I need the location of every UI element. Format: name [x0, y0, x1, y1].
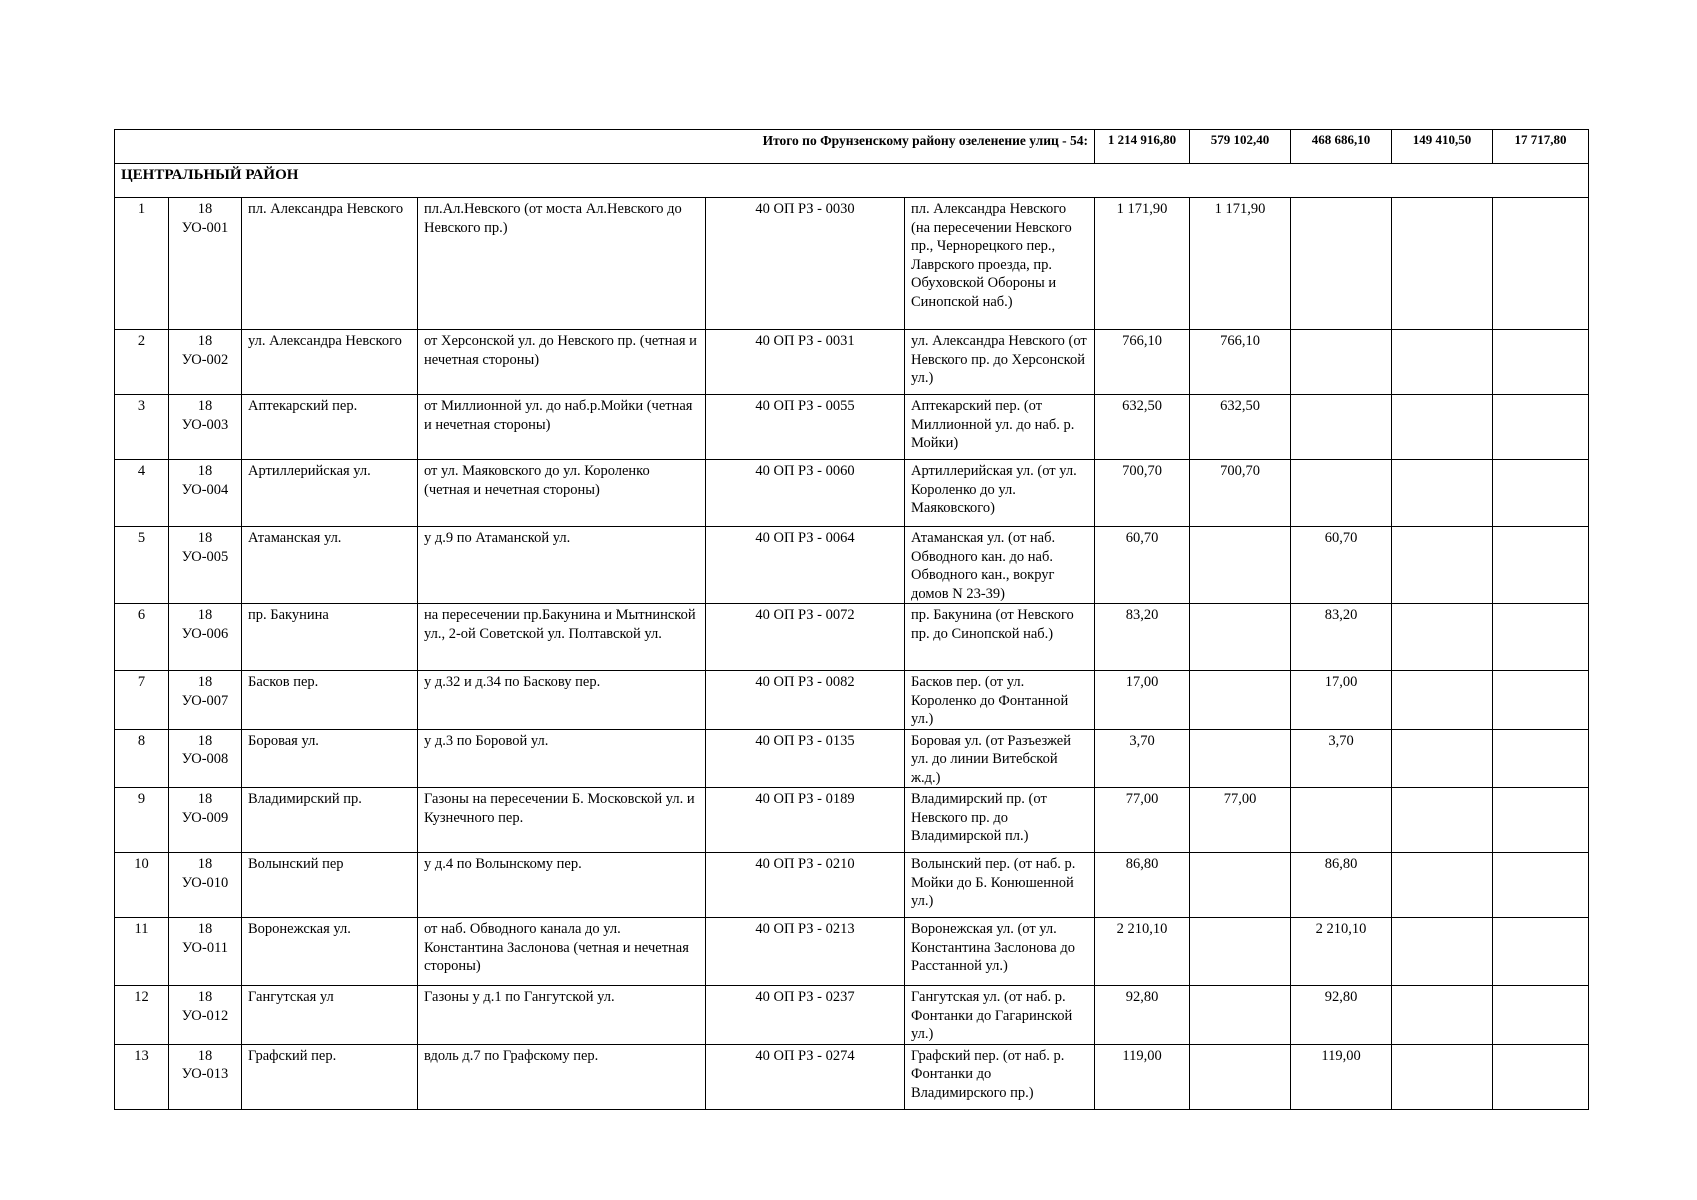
road-full-name: Басков пер. (от ул. Короленко до Фонтанной ул.) — [905, 671, 1095, 730]
road-registry-id: 40 ОП РЗ - 0210 — [706, 853, 905, 918]
location-description: Газоны на пересечении Б. Московской ул. и Кузнечного пер. — [418, 788, 706, 853]
road-registry-id: 40 ОП РЗ - 0030 — [706, 198, 905, 330]
total-area: 17,00 — [1095, 671, 1190, 730]
road-full-name: Аптекарский пер. (от Миллионной ул. до наб. р. Мойки) — [905, 395, 1095, 460]
location-description: у д.9 по Атаманской ул. — [418, 527, 706, 604]
value-col-3 — [1392, 853, 1493, 918]
road-registry-id: 40 ОП РЗ - 0055 — [706, 395, 905, 460]
object-code: 18 УО-007 — [169, 671, 242, 730]
value-col-4 — [1493, 330, 1589, 395]
value-col-4 — [1493, 671, 1589, 730]
road-full-name: Владимирский пр. (от Невского пр. до Владимирской пл.) — [905, 788, 1095, 853]
street-name: Басков пер. — [242, 671, 418, 730]
value-col-3 — [1392, 604, 1493, 671]
road-registry-id: 40 ОП РЗ - 0072 — [706, 604, 905, 671]
street-name: Волынский пер — [242, 853, 418, 918]
table-row — [115, 330, 1589, 395]
total-area: 2 210,10 — [1095, 918, 1190, 986]
value-col-2 — [1291, 788, 1392, 853]
total-area: 77,00 — [1095, 788, 1190, 853]
value-col-4 — [1493, 788, 1589, 853]
street-name: Артиллерийская ул. — [242, 460, 418, 527]
value-col-3 — [1392, 330, 1493, 395]
road-registry-id: 40 ОП РЗ - 0189 — [706, 788, 905, 853]
value-col-4 — [1493, 604, 1589, 671]
value-col-2 — [1291, 330, 1392, 395]
road-full-name: Боровая ул. (от Разъезжей ул. до линии Витебской ж.д.) — [905, 729, 1095, 788]
object-code: 18 УО-009 — [169, 788, 242, 853]
total-area: 83,20 — [1095, 604, 1190, 671]
row-number: 6 — [115, 604, 169, 671]
total-area: 766,10 — [1095, 330, 1190, 395]
greening-table — [114, 129, 1589, 1110]
value-col-2: 119,00 — [1291, 1044, 1392, 1109]
location-description: у д.4 по Волынскому пер. — [418, 853, 706, 918]
road-full-name: Волынский пер. (от наб. р. Мойки до Б. Конюшенной ул.) — [905, 853, 1095, 918]
street-name: Графский пер. — [242, 1044, 418, 1109]
value-col-3 — [1392, 986, 1493, 1045]
road-full-name: пр. Бакунина (от Невского пр. до Синопской наб.) — [905, 604, 1095, 671]
value-col-1 — [1190, 853, 1291, 918]
value-col-2 — [1291, 460, 1392, 527]
table-row — [115, 729, 1589, 788]
row-number: 8 — [115, 729, 169, 788]
location-description: вдоль д.7 по Графскому пер. — [418, 1044, 706, 1109]
row-number: 2 — [115, 330, 169, 395]
table-row — [115, 788, 1589, 853]
row-number: 3 — [115, 395, 169, 460]
value-col-2 — [1291, 395, 1392, 460]
street-name: Аптекарский пер. — [242, 395, 418, 460]
street-name: ул. Александра Невского — [242, 330, 418, 395]
location-description: от Херсонской ул. до Невского пр. (четная и нечетная стороны) — [418, 330, 706, 395]
value-col-2: 86,80 — [1291, 853, 1392, 918]
table-body — [115, 130, 1589, 1110]
total-area: 92,80 — [1095, 986, 1190, 1045]
summary-value-3: 149 410,50 — [1392, 130, 1493, 164]
value-col-1: 77,00 — [1190, 788, 1291, 853]
road-full-name: Воронежская ул. (от ул. Константина Заслонова до Расстанной ул.) — [905, 918, 1095, 986]
object-code: 18 УО-010 — [169, 853, 242, 918]
summary-value-1: 579 102,40 — [1190, 130, 1291, 164]
value-col-3 — [1392, 788, 1493, 853]
location-description: на пересечении пр.Бакунина и Мытнинской ул., 2-ой Советской ул. Полтавской ул. — [418, 604, 706, 671]
road-full-name: Гангутская ул. (от наб. р. Фонтанки до Гагаринской ул.) — [905, 986, 1095, 1045]
table-row — [115, 918, 1589, 986]
value-col-2: 92,80 — [1291, 986, 1392, 1045]
value-col-2: 2 210,10 — [1291, 918, 1392, 986]
road-full-name: пл. Александра Невского (на пересечении Невского пр., Чернорецкого пер., Лаврского проезда, пр. Обуховской Обороны и Синопской наб.) — [905, 198, 1095, 330]
location-description: от Миллионной ул. до наб.р.Мойки (четная и нечетная стороны) — [418, 395, 706, 460]
summary-total-area: 1 214 916,80 — [1095, 130, 1190, 164]
section-row — [115, 164, 1589, 198]
street-name: пл. Александра Невского — [242, 198, 418, 330]
street-name: Гангутская ул — [242, 986, 418, 1045]
location-description: пл.Ал.Невского (от моста Ал.Невского до Невского пр.) — [418, 198, 706, 330]
value-col-3 — [1392, 729, 1493, 788]
road-registry-id: 40 ОП РЗ - 0237 — [706, 986, 905, 1045]
value-col-3 — [1392, 918, 1493, 986]
object-code: 18 УО-001 — [169, 198, 242, 330]
value-col-4 — [1493, 527, 1589, 604]
summary-label: Итого по Фрунзенскому району озеленение улиц - 54: — [115, 130, 1095, 164]
road-registry-id: 40 ОП РЗ - 0213 — [706, 918, 905, 986]
row-number: 9 — [115, 788, 169, 853]
value-col-4 — [1493, 918, 1589, 986]
value-col-1: 1 171,90 — [1190, 198, 1291, 330]
value-col-3 — [1392, 1044, 1493, 1109]
value-col-4 — [1493, 460, 1589, 527]
value-col-1: 700,70 — [1190, 460, 1291, 527]
value-col-1 — [1190, 604, 1291, 671]
road-registry-id: 40 ОП РЗ - 0031 — [706, 330, 905, 395]
value-col-2 — [1291, 198, 1392, 330]
road-full-name: Артиллерийская ул. (от ул. Короленко до ул. Маяковского) — [905, 460, 1095, 527]
value-col-3 — [1392, 395, 1493, 460]
value-col-3 — [1392, 198, 1493, 330]
object-code: 18 УО-005 — [169, 527, 242, 604]
value-col-2: 3,70 — [1291, 729, 1392, 788]
object-code: 18 УО-002 — [169, 330, 242, 395]
table-row — [115, 986, 1589, 1045]
table-row — [115, 853, 1589, 918]
value-col-4 — [1493, 198, 1589, 330]
value-col-1 — [1190, 729, 1291, 788]
value-col-2: 60,70 — [1291, 527, 1392, 604]
row-number: 5 — [115, 527, 169, 604]
table-row — [115, 604, 1589, 671]
value-col-2: 83,20 — [1291, 604, 1392, 671]
row-number: 1 — [115, 198, 169, 330]
value-col-2: 17,00 — [1291, 671, 1392, 730]
table-row — [115, 671, 1589, 730]
table-row — [115, 395, 1589, 460]
street-name: пр. Бакунина — [242, 604, 418, 671]
table-row — [115, 460, 1589, 527]
location-description: у д.32 и д.34 по Баскову пер. — [418, 671, 706, 730]
value-col-3 — [1392, 527, 1493, 604]
object-code: 18 УО-012 — [169, 986, 242, 1045]
object-code: 18 УО-008 — [169, 729, 242, 788]
total-area: 60,70 — [1095, 527, 1190, 604]
value-col-3 — [1392, 460, 1493, 527]
value-col-4 — [1493, 729, 1589, 788]
value-col-4 — [1493, 395, 1589, 460]
section-title: ЦЕНТРАЛЬНЫЙ РАЙОН — [115, 164, 1589, 198]
summary-value-4: 17 717,80 — [1493, 130, 1589, 164]
summary-row — [115, 130, 1589, 164]
summary-value-2: 468 686,10 — [1291, 130, 1392, 164]
road-full-name: Графский пер. (от наб. р. Фонтанки до Владимирского пр.) — [905, 1044, 1095, 1109]
total-area: 86,80 — [1095, 853, 1190, 918]
value-col-1 — [1190, 1044, 1291, 1109]
total-area: 1 171,90 — [1095, 198, 1190, 330]
row-number: 13 — [115, 1044, 169, 1109]
row-number: 10 — [115, 853, 169, 918]
road-full-name: Атаманская ул. (от наб. Обводного кан. до наб. Обводного кан., вокруг домов N 23-39) — [905, 527, 1095, 604]
value-col-1: 632,50 — [1190, 395, 1291, 460]
location-description: от наб. Обводного канала до ул. Константина Заслонова (четная и нечетная стороны) — [418, 918, 706, 986]
row-number: 4 — [115, 460, 169, 527]
row-number: 12 — [115, 986, 169, 1045]
street-name: Атаманская ул. — [242, 527, 418, 604]
location-description: у д.3 по Боровой ул. — [418, 729, 706, 788]
total-area: 3,70 — [1095, 729, 1190, 788]
road-full-name: ул. Александра Невского (от Невского пр. до Херсонской ул.) — [905, 330, 1095, 395]
value-col-1 — [1190, 527, 1291, 604]
total-area: 632,50 — [1095, 395, 1190, 460]
street-name: Боровая ул. — [242, 729, 418, 788]
row-number: 11 — [115, 918, 169, 986]
total-area: 119,00 — [1095, 1044, 1190, 1109]
table-row — [115, 1044, 1589, 1109]
table-row — [115, 527, 1589, 604]
road-registry-id: 40 ОП РЗ - 0064 — [706, 527, 905, 604]
street-name: Воронежская ул. — [242, 918, 418, 986]
location-description: Газоны у д.1 по Гангутской ул. — [418, 986, 706, 1045]
object-code: 18 УО-013 — [169, 1044, 242, 1109]
total-area: 700,70 — [1095, 460, 1190, 527]
value-col-3 — [1392, 671, 1493, 730]
value-col-4 — [1493, 853, 1589, 918]
road-registry-id: 40 ОП РЗ - 0082 — [706, 671, 905, 730]
street-name: Владимирский пр. — [242, 788, 418, 853]
object-code: 18 УО-006 — [169, 604, 242, 671]
location-description: от ул. Маяковского до ул. Короленко (четная и нечетная стороны) — [418, 460, 706, 527]
value-col-1: 766,10 — [1190, 330, 1291, 395]
value-col-4 — [1493, 986, 1589, 1045]
object-code: 18 УО-004 — [169, 460, 242, 527]
value-col-4 — [1493, 1044, 1589, 1109]
row-number: 7 — [115, 671, 169, 730]
value-col-1 — [1190, 918, 1291, 986]
table-row — [115, 198, 1589, 330]
value-col-1 — [1190, 986, 1291, 1045]
object-code: 18 УО-011 — [169, 918, 242, 986]
object-code: 18 УО-003 — [169, 395, 242, 460]
road-registry-id: 40 ОП РЗ - 0060 — [706, 460, 905, 527]
road-registry-id: 40 ОП РЗ - 0135 — [706, 729, 905, 788]
value-col-1 — [1190, 671, 1291, 730]
road-registry-id: 40 ОП РЗ - 0274 — [706, 1044, 905, 1109]
